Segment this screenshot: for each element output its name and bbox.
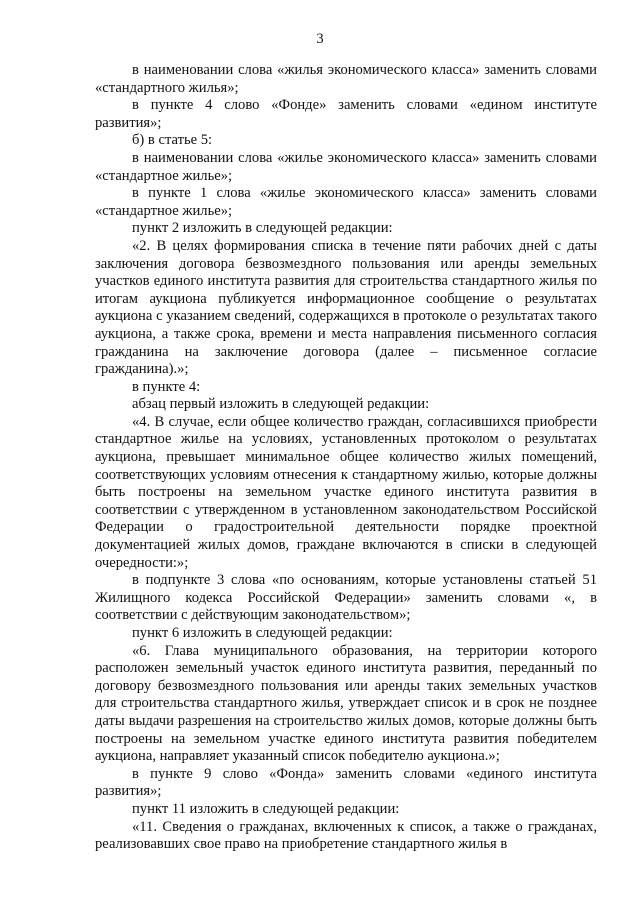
paragraph: «6. Глава муниципального образования, на территории которого расположен земельный участок единого института развития, переданный по договору безвозмездного пользования или аренды таких земельных участков для строительства стандартного жилья, утверждает список и в срок не позднее даты выдачи разрешения на строительство жилых домов, которые должны быть построены на земельном участке единого института развития победителем аукциона, направляет указанный список победителю аукциона.»; xyxy=(95,642,597,765)
page-number: 3 xyxy=(316,31,324,47)
paragraph: в пункте 4 слово «Фонде» заменить словами «едином институте развития»; xyxy=(95,97,597,131)
paragraph: абзац первый изложить в следующей редакции: xyxy=(132,396,430,413)
paragraph: в пункте 9 слово «Фонда» заменить словами «единого института развития»; xyxy=(95,765,597,800)
paragraph: в подпункте 3 слова «по основаниям, которые установлены статьей 51 Жилищного кодекса Российской Федерации» заменить словами «, в соответствии с действующим законодательством»; xyxy=(95,572,597,624)
paragraph: в наименовании слова «жилье экономического класса» заменить словами «стандартное жилье»; xyxy=(95,149,597,184)
paragraph: пункт 6 изложить в следующей редакции: xyxy=(132,625,393,641)
paragraph: пункт 2 изложить в следующей редакции: xyxy=(132,220,393,237)
paragraph: «2. В целях формирования списка в течение пяти рабочих дней с даты заключения договора безвозмездного пользования или аренды земельных участков единого института развития для строительства стандартного жилья по итогам аукциона публикуется информационное сообщение о результатах аукциона с указанием сведений, содержащихся в протоколе о результатах такого аукциона, а также срока, времени и места направления письменного согласия гражданина на заключение договора (далее – письменное согласие гражданина).»; xyxy=(95,237,597,378)
paragraph: б) в статье 5: xyxy=(132,132,213,149)
paragraph: пункт 11 изложить в следующей редакции: xyxy=(132,800,400,817)
paragraph: «11. Сведения о гражданах, включенных к список, а также о гражданах, реализовавших свое право на приобретение стандартного жилья в xyxy=(95,818,597,853)
paragraph: «4. В случае, если общее количество граждан, согласившихся приобрести стандартное жилье на условиях, установленных протоколом о результатах аукциона, превышает минимальное общее количество жилых помещений, соответствующих условиям отнесения к стандартному жилью, которые должны быть построены на земельном участке единого института развития в соответствии с утвержденном в установленном законодательством Российской Федерации о градостроительной деятельности порядке проектной документацией жилых домов, граждане включаются в списки в следующей очередности:»; xyxy=(95,413,597,571)
paragraph: в наименовании слова «жилья экономического класса» заменить словами «стандартного жилья»; xyxy=(95,62,597,96)
document-body xyxy=(95,62,597,854)
paragraph: в пункте 4: xyxy=(132,378,201,395)
paragraph: в пункте 1 слова «жилье экономического класса» заменить словами «стандартное жилье»; xyxy=(95,185,597,219)
